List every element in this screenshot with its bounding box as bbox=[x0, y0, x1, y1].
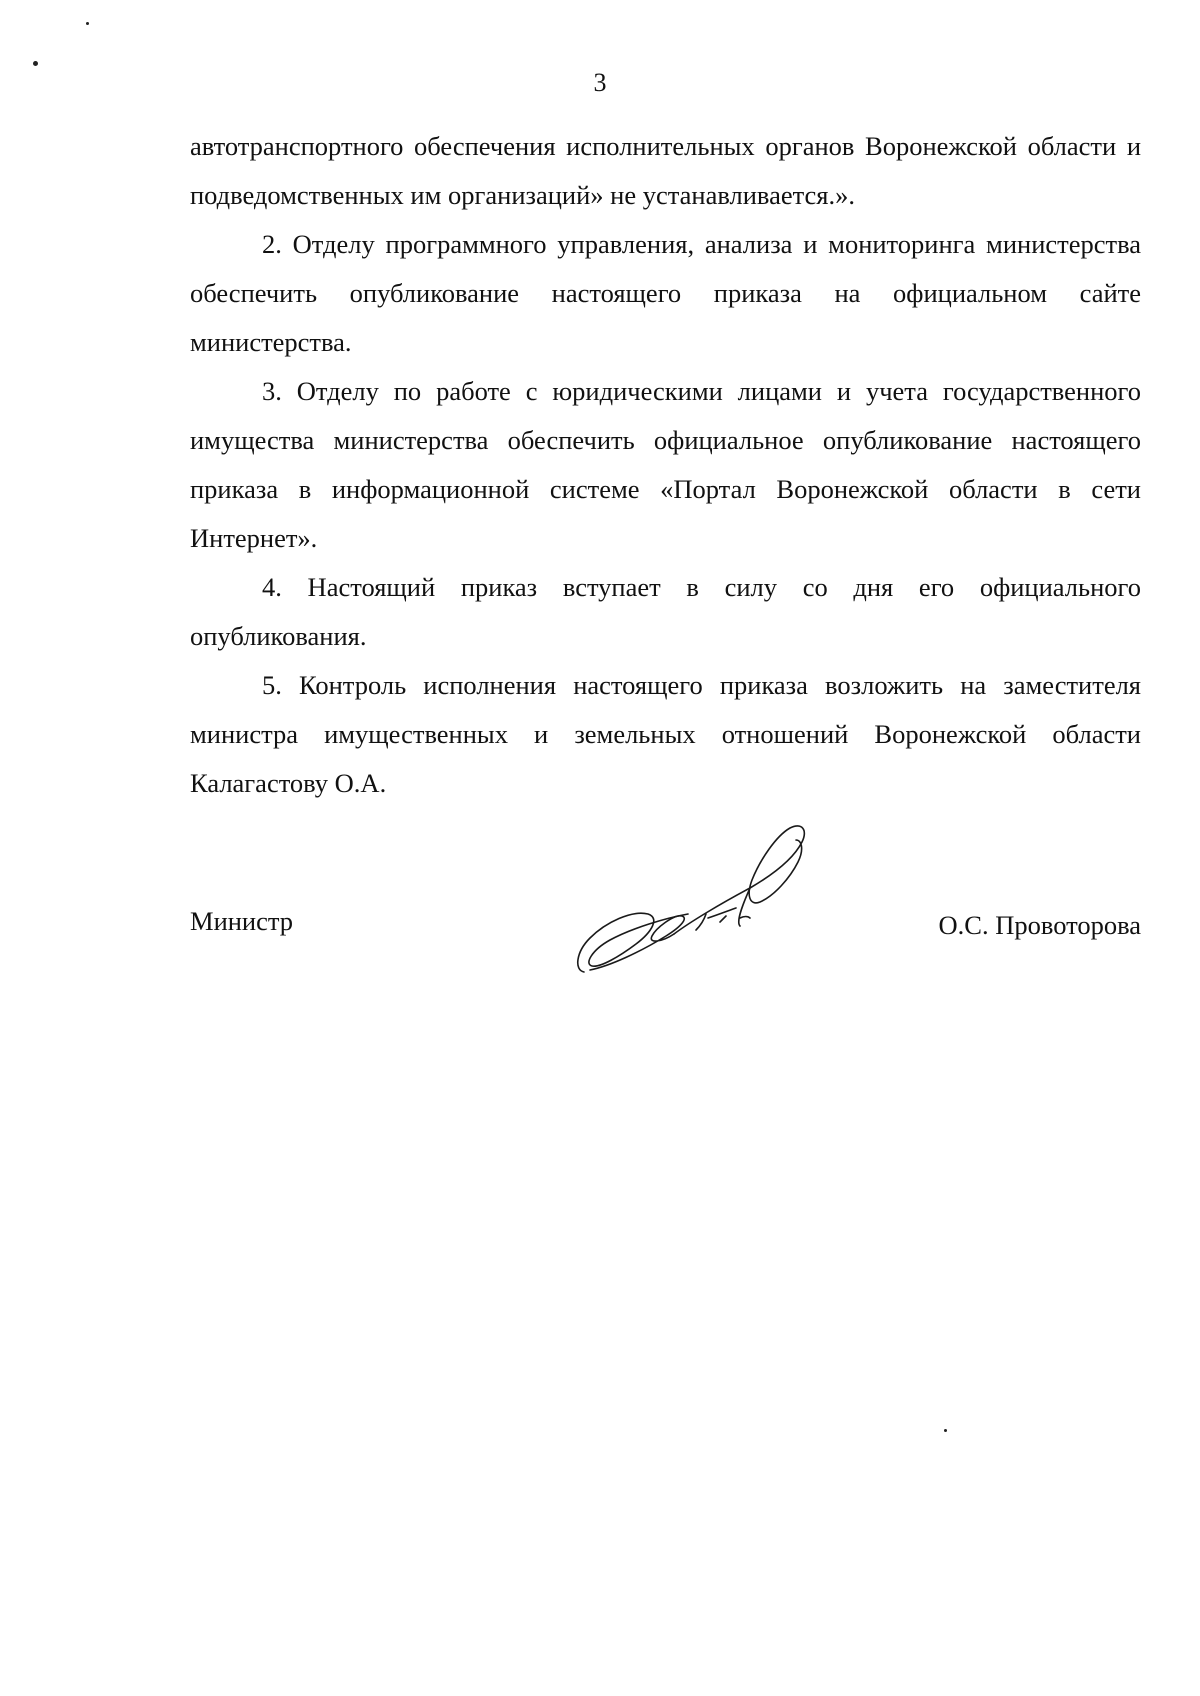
paragraph-item-4: 4. Настоящий приказ вступает в силу со дня его официального опубликования. bbox=[190, 572, 1141, 651]
page-number: 3 bbox=[593, 68, 607, 97]
paragraph-item-3: 3. Отделу по работе с юридическими лицами и учета государственного имущества министерства обеспечить официальное опубликование настоящего приказа в информационной системе «Портал Воронежской области в сети Интернет». bbox=[190, 376, 1141, 553]
signatory-name: О.С. Провоторова bbox=[938, 910, 1141, 940]
paragraph-continuation: автотранспортного обеспечения исполнительных органов Воронежской области и подведомственных им организаций» не устанавливается.». bbox=[190, 131, 1141, 210]
scan-speck bbox=[33, 61, 38, 66]
scan-speck bbox=[944, 1429, 947, 1432]
paragraph-item-5: 5. Контроль исполнения настоящего приказа возложить на заместителя министра имущественных и земельных отношений Воронежской области Калагастову О.А. bbox=[190, 670, 1141, 798]
paragraph-item-2: 2. Отделу программного управления, анализа и мониторинга министерства обеспечить опубликование настоящего приказа на официальном сайте министерства. bbox=[190, 229, 1141, 357]
signature-block bbox=[190, 880, 1141, 1000]
signatory-title: Министр bbox=[190, 906, 294, 936]
scan-speck bbox=[86, 22, 89, 25]
handwritten-signature bbox=[570, 810, 830, 980]
document-body bbox=[190, 122, 1141, 808]
